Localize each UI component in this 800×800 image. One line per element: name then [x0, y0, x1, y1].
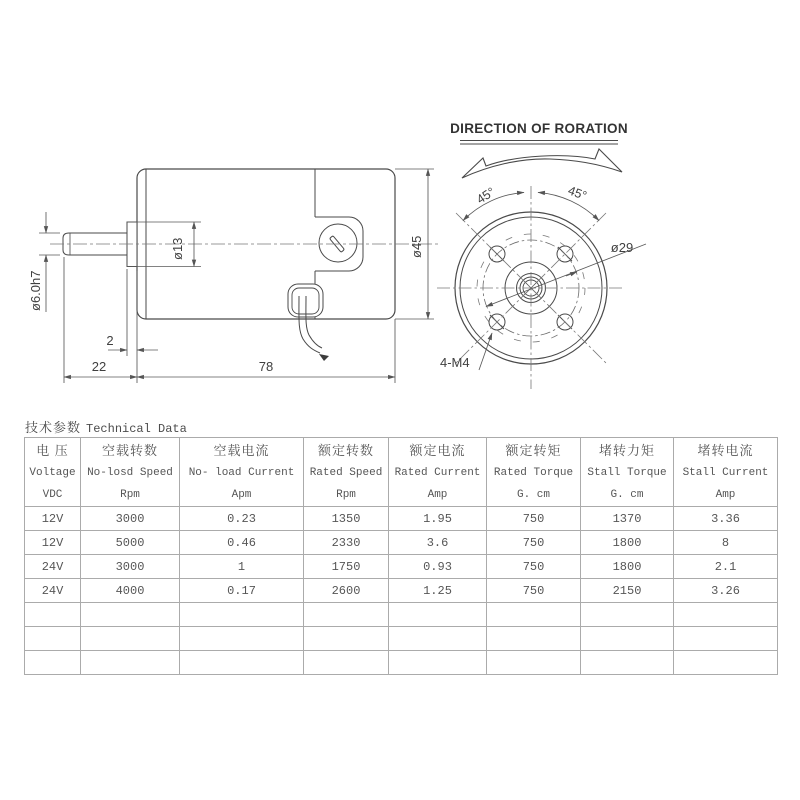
col-header-noload-speed: 空载转数 No-losd Speed Rpm [81, 438, 180, 507]
table-row [25, 531, 778, 555]
angle-right-label: 45° [566, 183, 589, 204]
empty-cell [180, 627, 304, 651]
cell-noload-speed: 4000 [81, 579, 180, 603]
empty-cell [81, 651, 180, 675]
cell-voltage: 24V [25, 555, 81, 579]
cell-rated-speed: 1350 [304, 507, 389, 531]
table-caption [25, 417, 187, 437]
cell-stall-torque: 1370 [581, 507, 674, 531]
empty-cell [674, 603, 778, 627]
cell-noload-current: 0.46 [180, 531, 304, 555]
shaft-length-label: 22 [91, 359, 107, 374]
cell-noload-current: 0.17 [180, 579, 304, 603]
empty-cell [581, 603, 674, 627]
cell-rated-current: 3.6 [389, 531, 487, 555]
cell-voltage: 12V [25, 531, 81, 555]
cell-stall-torque: 2150 [581, 579, 674, 603]
rotation-title: DIRECTION OF RORATION [450, 121, 628, 136]
cell-rated-current: 1.95 [389, 507, 487, 531]
body-length-label: 78 [258, 359, 274, 374]
cell-rated-torque: 750 [487, 579, 581, 603]
cell-noload-speed: 3000 [81, 507, 180, 531]
table-caption-zh: 技术参数 [25, 420, 82, 435]
empty-cell [25, 627, 81, 651]
table-row [25, 579, 778, 603]
col-header-voltage: 电 压 Voltage VDC [25, 438, 81, 507]
rotation-header [450, 121, 628, 178]
cell-stall-current: 3.26 [674, 579, 778, 603]
cell-rated-speed: 2330 [304, 531, 389, 555]
empty-cell [180, 651, 304, 675]
empty-cell [81, 603, 180, 627]
col-header-stall-current: 堵转电流 Stall Current Amp [674, 438, 778, 507]
empty-cell [487, 627, 581, 651]
empty-cell [180, 603, 304, 627]
cell-rated-torque: 750 [487, 555, 581, 579]
col-header-noload-current: 空载电流 No- load Current Apm [180, 438, 304, 507]
shaft [63, 233, 127, 255]
col-header-rated-torque: 额定转矩 Rated Torque G. cm [487, 438, 581, 507]
cell-stall-torque: 1800 [581, 531, 674, 555]
shaft-diameter-label: ø6.0h7 [28, 270, 43, 311]
col-header-stall-torque: 堵转力矩 Stall Torque G. cm [581, 438, 674, 507]
cell-stall-current: 3.36 [674, 507, 778, 531]
empty-cell [25, 603, 81, 627]
technical-data-table [24, 437, 778, 675]
header-row [25, 438, 778, 507]
cell-rated-current: 1.25 [389, 579, 487, 603]
cell-noload-current: 1 [180, 555, 304, 579]
empty-cell [25, 651, 81, 675]
cell-stall-current: 8 [674, 531, 778, 555]
empty-cell [581, 651, 674, 675]
empty-row [25, 627, 778, 651]
cell-rated-torque: 750 [487, 507, 581, 531]
cell-noload-speed: 3000 [81, 555, 180, 579]
empty-cell [389, 651, 487, 675]
col-header-rated-current: 额定电流 Rated Current Amp [389, 438, 487, 507]
empty-cell [487, 603, 581, 627]
boss-diameter-label: ø13 [170, 237, 185, 260]
empty-cell [389, 603, 487, 627]
brush-cap-circle [319, 224, 357, 262]
empty-cell [674, 651, 778, 675]
cell-voltage: 12V [25, 507, 81, 531]
empty-cell [81, 627, 180, 651]
empty-cell [674, 627, 778, 651]
empty-cell [389, 627, 487, 651]
empty-cell [304, 603, 389, 627]
cell-rated-speed: 2600 [304, 579, 389, 603]
cell-stall-current: 2.1 [674, 555, 778, 579]
cell-voltage: 24V [25, 579, 81, 603]
cell-rated-torque: 750 [487, 531, 581, 555]
table-caption-en: Technical Data [86, 422, 187, 436]
empty-row [25, 603, 778, 627]
empty-cell [487, 651, 581, 675]
mounting-holes-label: 4-M4 [440, 355, 470, 370]
cell-stall-torque: 1800 [581, 555, 674, 579]
body-diameter-label: ø45 [409, 235, 424, 258]
cell-noload-speed: 5000 [81, 531, 180, 555]
empty-cell [304, 651, 389, 675]
rotation-arrow [462, 149, 622, 178]
title-underline [460, 141, 618, 145]
cell-rated-current: 0.93 [389, 555, 487, 579]
boss-protrusion-label: 2 [106, 333, 114, 348]
table-row [25, 555, 778, 579]
empty-row [25, 651, 778, 675]
angle-left-label: 45° [474, 184, 498, 207]
cell-noload-current: 0.23 [180, 507, 304, 531]
col-header-rated-speed: 额定转数 Rated Speed Rpm [304, 438, 389, 507]
wire-tip [319, 354, 329, 361]
bolt-circle-label: ø29 [610, 240, 634, 255]
empty-cell [581, 627, 674, 651]
table-row [25, 507, 778, 531]
empty-cell [304, 627, 389, 651]
cell-rated-speed: 1750 [304, 555, 389, 579]
